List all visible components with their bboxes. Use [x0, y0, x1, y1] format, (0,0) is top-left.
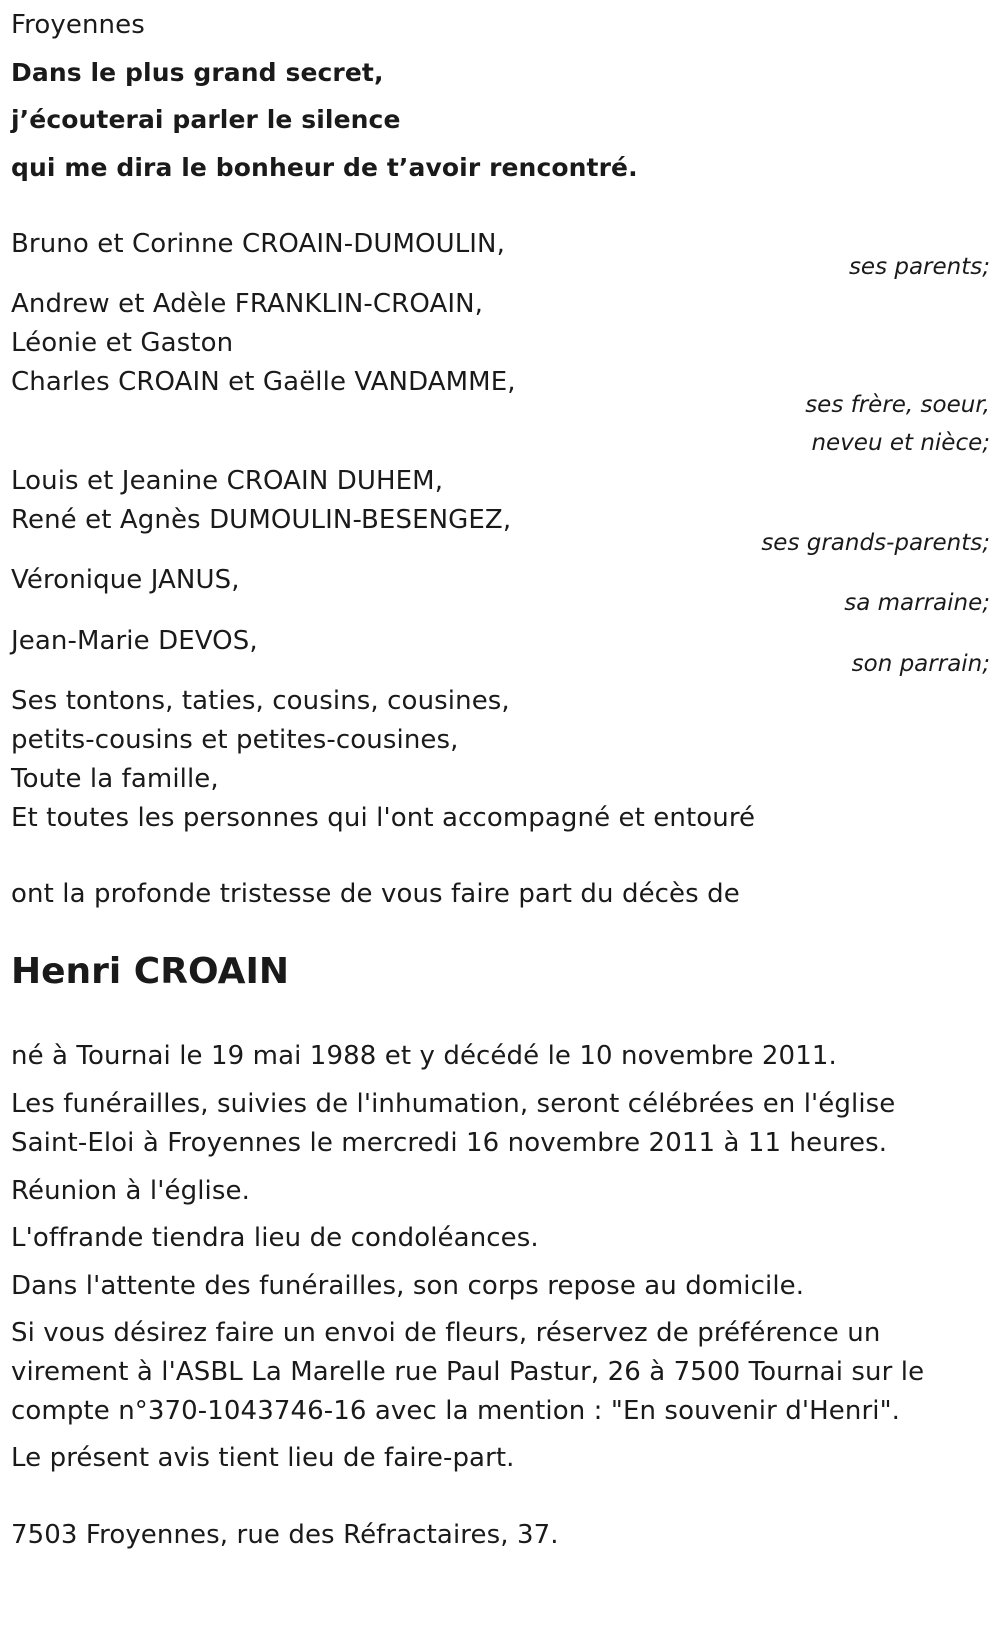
flowers-line-3: compte n°370-1043746-16 avec la mention : "En souvenir d'Henri". — [11, 1396, 901, 1426]
siblings-name-1: Andrew et Adèle FRANKLIN-CROAIN, — [11, 289, 484, 319]
address-line: 7503 Froyennes, rue des Réfractaires, 37. — [11, 1520, 559, 1550]
poem-line-1: Dans le plus grand secret, — [11, 58, 384, 87]
others-line-4: Et toutes les personnes qui l'ont accompagné et entouré — [11, 803, 756, 833]
grandparents-role: ses grands-parents; — [761, 530, 990, 556]
siblings-role-1: ses frère, soeur, — [805, 392, 990, 418]
others-line-1: Ses tontons, taties, cousins, cousines, — [11, 686, 510, 716]
parents-names: Bruno et Corinne CROAIN-DUMOULIN, — [11, 229, 505, 259]
grandparents-name-1: Louis et Jeanine CROAIN DUHEM, — [11, 466, 444, 496]
deceased-name: Henri CROAIN — [11, 951, 289, 992]
poem-line-3: qui me dira le bonheur de t’avoir rencontré. — [11, 153, 638, 182]
birth-death-line: né à Tournai le 19 mai 1988 et y décédé le 10 novembre 2011. — [11, 1041, 837, 1071]
flowers-line-2: virement à l'ASBL La Marelle rue Paul Pastur, 26 à 7500 Tournai sur le — [11, 1357, 925, 1387]
funeral-line-1: Les funérailles, suivies de l'inhumation, seront célébrées en l'église — [11, 1089, 896, 1119]
godmother-role: sa marraine; — [844, 590, 990, 616]
funeral-line-2: Saint-Eloi à Froyennes le mercredi 16 novembre 2011 à 11 heures. — [11, 1128, 888, 1158]
place-heading: Froyennes — [11, 10, 145, 40]
grandparents-name-2: René et Agnès DUMOULIN-BESENGEZ, — [11, 505, 512, 535]
siblings-role-2: neveu et nièce; — [811, 430, 990, 456]
meeting-line: Réunion à l'église. — [11, 1176, 250, 1206]
flowers-line-1: Si vous désirez faire un envoi de fleurs, réservez de préférence un — [11, 1318, 881, 1348]
godfather-role: son parrain; — [851, 651, 990, 677]
parents-role: ses parents; — [848, 254, 990, 280]
siblings-name-2: Léonie et Gaston — [11, 328, 234, 358]
body-line: Dans l'attente des funérailles, son corps repose au domicile. — [11, 1271, 805, 1301]
siblings-name-3: Charles CROAIN et Gaëlle VANDAMME, — [11, 367, 516, 397]
godfather-name: Jean-Marie DEVOS, — [11, 626, 258, 656]
others-line-2: petits-cousins et petites-cousines, — [11, 725, 459, 755]
notice-line: Le présent avis tient lieu de faire-part. — [11, 1443, 515, 1473]
others-line-3: Toute la famille, — [11, 764, 219, 794]
offering-line: L'offrande tiendra lieu de condoléances. — [11, 1223, 539, 1253]
godmother-name: Véronique JANUS, — [11, 565, 240, 595]
announcement: ont la profonde tristesse de vous faire part du décès de — [11, 879, 740, 909]
poem-line-2: j’écouterai parler le silence — [11, 105, 401, 134]
